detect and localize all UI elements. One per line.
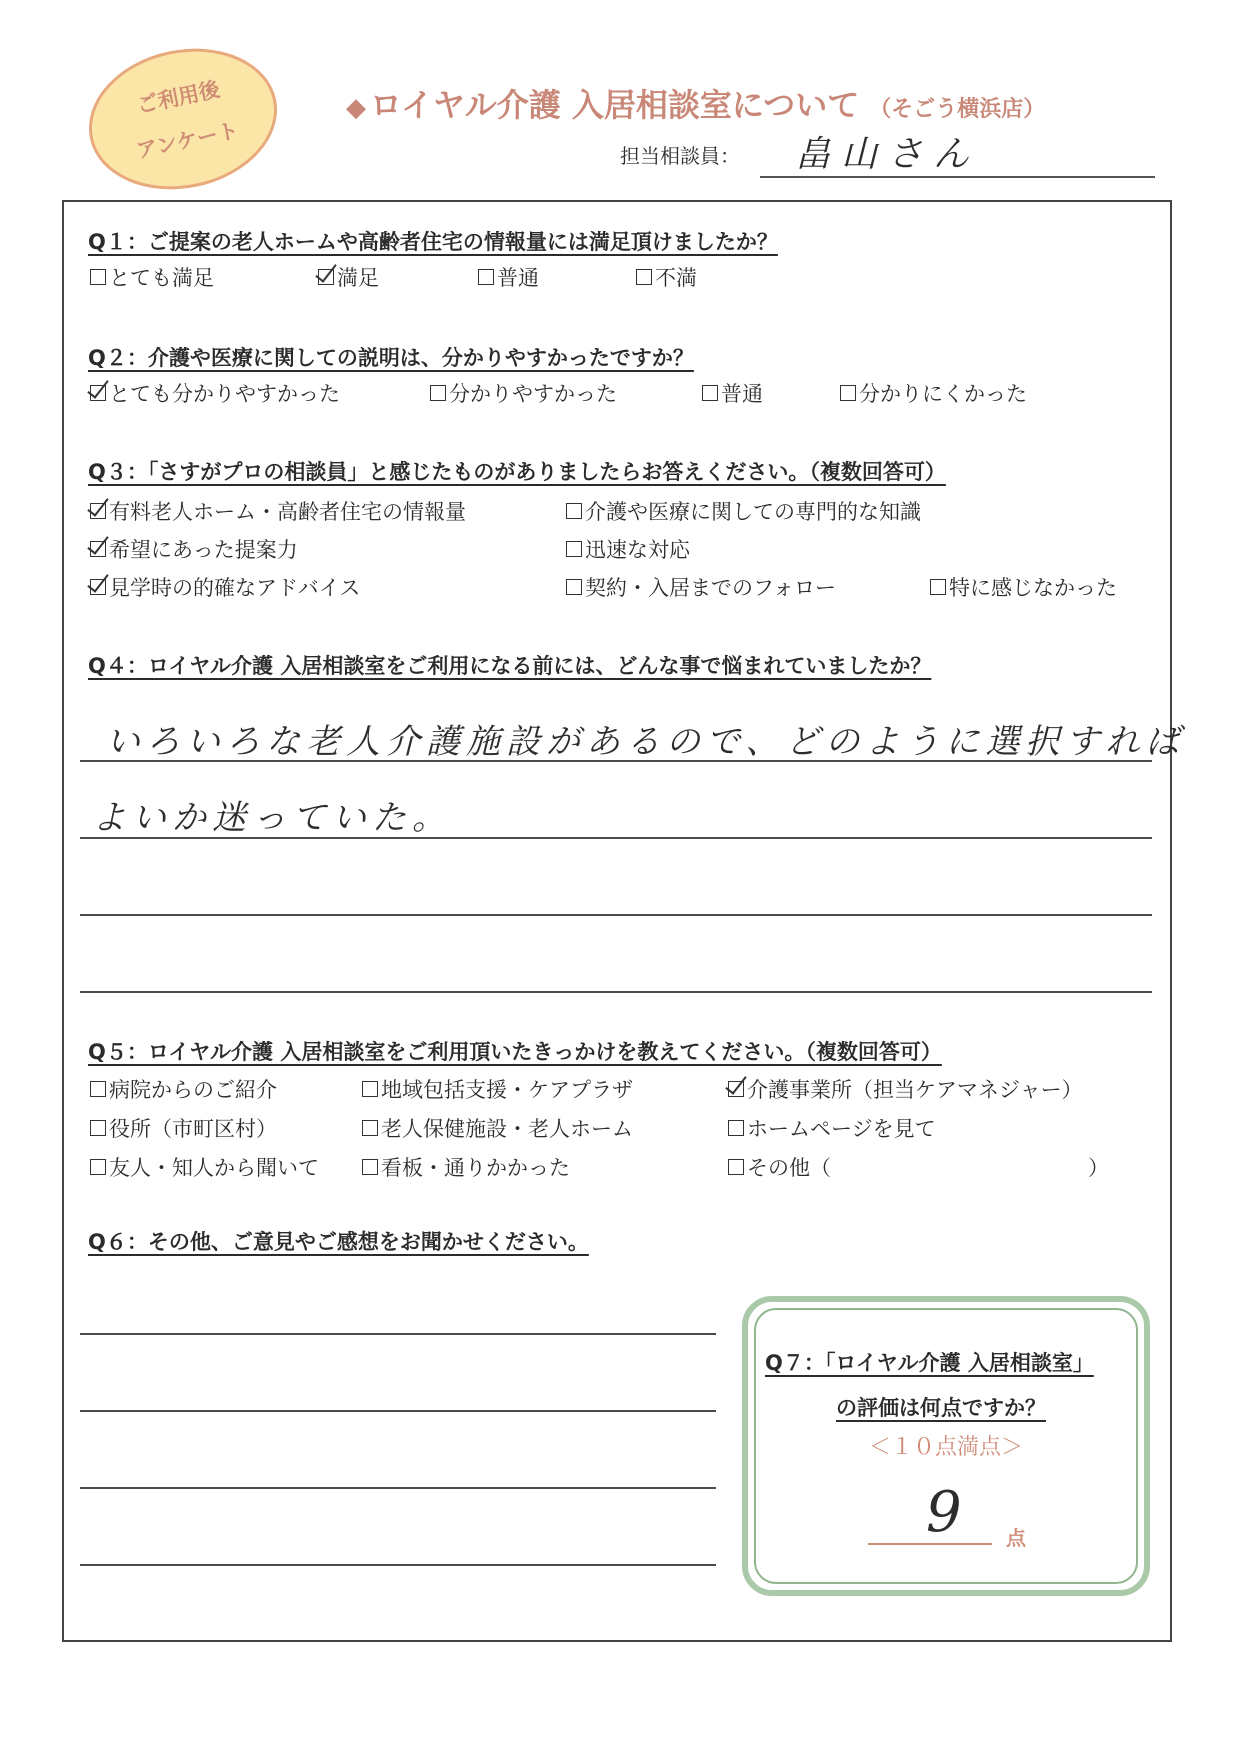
q4-rule-1 bbox=[80, 760, 1152, 762]
consultant-label: 担当相談員： bbox=[620, 144, 740, 168]
checked-checkbox-icon[interactable] bbox=[318, 269, 334, 285]
q1-option-unsatisfied[interactable]: 不満 bbox=[636, 262, 697, 292]
checkbox-icon[interactable] bbox=[362, 1120, 378, 1136]
checked-checkbox-icon[interactable] bbox=[90, 385, 106, 401]
q3-option-proposal[interactable]: 希望にあった提案力 bbox=[90, 534, 298, 564]
checkbox-icon[interactable] bbox=[702, 385, 718, 401]
checkbox-icon[interactable] bbox=[566, 503, 582, 519]
q5-other-close-paren: ） bbox=[1088, 1156, 1109, 1180]
q3-option-quick-response[interactable]: 迅速な対応 bbox=[566, 534, 690, 564]
q6-rule-3 bbox=[80, 1487, 716, 1489]
checkbox-icon[interactable] bbox=[728, 1120, 744, 1136]
q5-option-signboard[interactable]: 看板・通りかかった bbox=[362, 1152, 570, 1182]
page-title bbox=[346, 80, 1045, 126]
q6-rule-4 bbox=[80, 1564, 716, 1566]
q3-option-tour-advice[interactable]: 見学時の的確なアドバイス bbox=[90, 572, 360, 602]
checkbox-icon[interactable] bbox=[90, 1120, 106, 1136]
q7-question-line2: の評価は何点ですか？ bbox=[836, 1396, 1046, 1420]
title-text: ロイヤル介護 入居相談室について bbox=[370, 86, 860, 124]
q5-option-hospital[interactable]: 病院からのご紹介 bbox=[90, 1074, 277, 1104]
checkbox-icon[interactable] bbox=[566, 579, 582, 595]
q7-score-unit: 点 bbox=[1006, 1526, 1026, 1550]
q3-question: Q３：「さすがプロの相談員」と感じたものがありましたらお答えください。（複数回答可） bbox=[88, 460, 946, 484]
checkbox-icon[interactable] bbox=[430, 385, 446, 401]
q1-option-neutral[interactable]: 普通 bbox=[478, 262, 539, 292]
consultant-underline bbox=[760, 176, 1155, 178]
q7-question-line1: Q７：「ロイヤル介護 入居相談室」 bbox=[765, 1351, 1094, 1375]
q5-option-other[interactable]: その他（ bbox=[728, 1152, 831, 1182]
q2-option-clear[interactable]: 分かりやすかった bbox=[430, 378, 617, 408]
q3-option-expert-knowledge[interactable]: 介護や医療に関しての専門的な知識 bbox=[566, 496, 921, 526]
checked-checkbox-icon[interactable] bbox=[728, 1081, 744, 1097]
checkbox-icon[interactable] bbox=[636, 269, 652, 285]
q5-option-city-office[interactable]: 役所（市町区村） bbox=[90, 1113, 277, 1143]
checkbox-icon[interactable] bbox=[90, 269, 106, 285]
checkbox-icon[interactable] bbox=[566, 541, 582, 557]
q6-rule-1 bbox=[80, 1333, 716, 1335]
q6-question: Q６：その他、ご意見やご感想をお聞かせください。 bbox=[88, 1230, 589, 1254]
q3-option-none[interactable]: 特に感じなかった bbox=[930, 572, 1117, 602]
q4-answer-line1: いろいろな老人介護施設があるので、どのように選択すれば bbox=[106, 722, 1186, 762]
badge-line1: ご利用後 bbox=[134, 77, 223, 118]
q2-option-neutral[interactable]: 普通 bbox=[702, 378, 763, 408]
q4-rule-4 bbox=[80, 991, 1152, 993]
badge-line2: アンケート bbox=[134, 117, 241, 164]
q4-question: Q４：ロイヤル介護 入居相談室をご利用になる前には、どんな事で悩まれていましたか？ bbox=[88, 654, 932, 678]
checkbox-icon[interactable] bbox=[728, 1159, 744, 1175]
checkbox-icon[interactable] bbox=[362, 1159, 378, 1175]
q4-rule-2 bbox=[80, 837, 1152, 839]
title-branch: （そごう横浜店） bbox=[869, 97, 1046, 122]
checkbox-icon[interactable] bbox=[930, 579, 946, 595]
q7-max-label: ＜１０点満点＞ bbox=[868, 1435, 1023, 1460]
checked-checkbox-icon[interactable] bbox=[90, 503, 106, 519]
checkbox-icon[interactable] bbox=[840, 385, 856, 401]
q2-option-very-clear[interactable]: とても分かりやすかった bbox=[90, 378, 340, 408]
q2-question: Q２：介護や医療に関しての説明は、分かりやすかったですか？ bbox=[88, 346, 694, 370]
q5-question: Q５：ロイヤル介護 入居相談室をご利用頂いたきっかけを教えてください。（複数回答可） bbox=[88, 1040, 942, 1064]
q2-option-unclear[interactable]: 分かりにくかった bbox=[840, 378, 1027, 408]
checkbox-icon[interactable] bbox=[90, 1081, 106, 1097]
q5-option-nursing-facility[interactable]: 老人保健施設・老人ホーム bbox=[362, 1113, 633, 1143]
after-use-badge bbox=[76, 32, 291, 206]
q1-question: Q１：ご提案の老人ホームや高齢者住宅の情報量には満足頂けましたか？ bbox=[88, 230, 778, 254]
consultant-name-handwritten: 畠山さん bbox=[795, 134, 980, 175]
checked-checkbox-icon[interactable] bbox=[90, 579, 106, 595]
q5-option-community[interactable]: 地域包括支援・ケアプラザ bbox=[362, 1074, 633, 1104]
q5-option-homepage[interactable]: ホームページを見て bbox=[728, 1113, 936, 1143]
q7-score-value[interactable]: 9 bbox=[926, 1480, 962, 1545]
q5-option-friends[interactable]: 友人・知人から聞いて bbox=[90, 1152, 319, 1182]
checked-checkbox-icon[interactable] bbox=[90, 541, 106, 557]
diamond-icon: ◆ bbox=[346, 93, 366, 123]
q7-score-underline bbox=[868, 1543, 992, 1545]
q6-rule-2 bbox=[80, 1410, 716, 1412]
q1-option-very-satisfied[interactable]: とても満足 bbox=[90, 262, 214, 292]
checkbox-icon[interactable] bbox=[362, 1081, 378, 1097]
q4-answer-line2: よいか迷っていた。 bbox=[92, 798, 452, 838]
checkbox-icon[interactable] bbox=[90, 1159, 106, 1175]
q4-rule-3 bbox=[80, 914, 1152, 916]
q5-option-care-office[interactable]: 介護事業所（担当ケアマネジャー） bbox=[728, 1074, 1083, 1104]
q1-option-satisfied[interactable]: 満足 bbox=[318, 262, 379, 292]
q3-option-info-volume[interactable]: 有料老人ホーム・高齢者住宅の情報量 bbox=[90, 496, 466, 526]
q3-option-followup[interactable]: 契約・入居までのフォロー bbox=[566, 572, 836, 602]
checkbox-icon[interactable] bbox=[478, 269, 494, 285]
